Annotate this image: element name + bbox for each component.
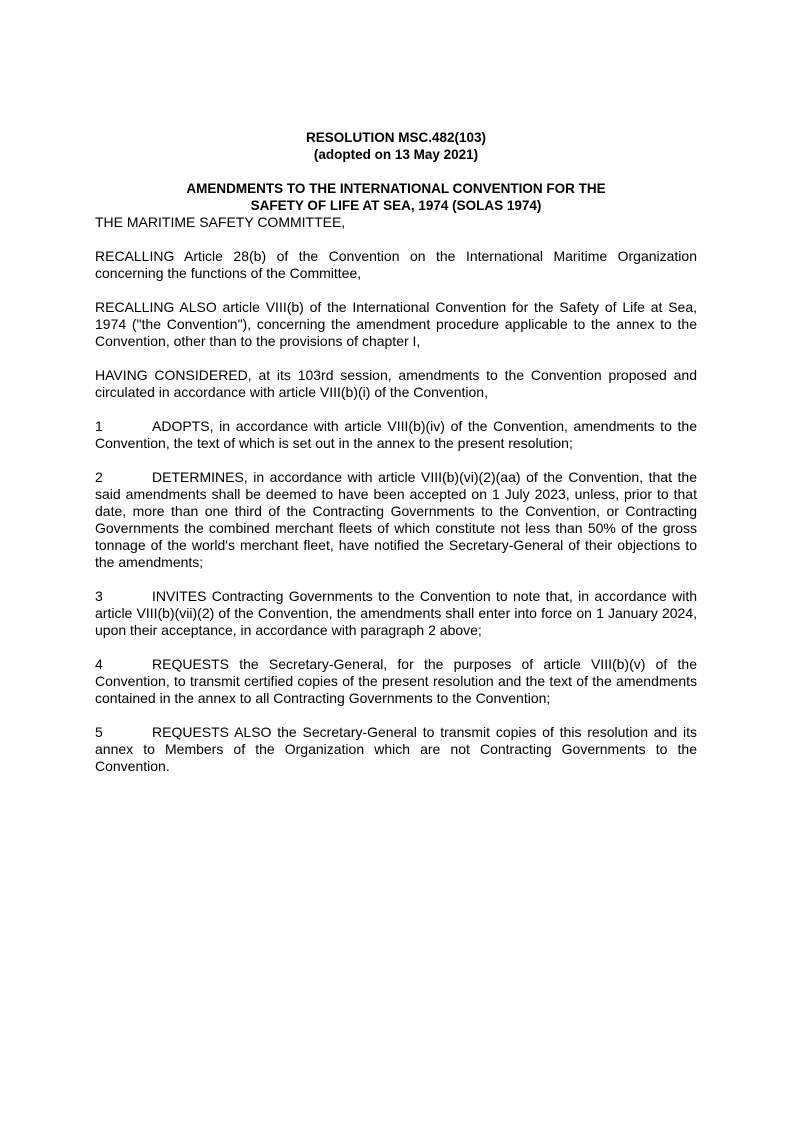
recalling-paragraph: RECALLING Article 28(b) of the Convention on the International Maritime Organization concerning the functions of the Committee, — [95, 248, 697, 281]
document-page — [95, 129, 697, 775]
operative-paragraph-4 — [95, 656, 697, 707]
paragraph-text: ADOPTS, in accordance with article VIII(b)(iv) of the Convention, amendments to the Convention, the text of which is set out in the annex to the present resolution; — [95, 418, 697, 451]
resolution-header — [95, 129, 697, 163]
resolution-number: RESOLUTION MSC.482(103) — [305, 130, 487, 145]
paragraph-text: DETERMINES, in accordance with article VIII(b)(vi)(2)(aa) of the Convention, that the said amendments shall be deemed to have been accepted on 1 July 2023, unless, prior to that date, more than one third of the Contracting Governments to the Convention, or Contracting Governments the combined merchant fleets of which constitute not less than 50% of the gross tonnage of the world's merchant fleet, have notified the Secretary-General of their objections to the amendments; — [95, 469, 697, 570]
document-title — [95, 180, 697, 214]
paragraph-number: 1 — [95, 418, 103, 434]
paragraph-text: INVITES Contracting Governments to the Convention to note that, in accordance with article VIII(b)(vii)(2) of the Convention, the amendments shall enter into force on 1 January 2024, upon their acceptance, in accordance with paragraph 2 above; — [95, 588, 697, 638]
recalling-also-paragraph: RECALLING ALSO article VIII(b) of the International Convention for the Safety of Life at Sea, 1974 ("the Convention"), concerning the amendment procedure applicable to the annex to the Convention, other than to the provisions of chapter I, — [95, 299, 697, 349]
adoption-date: (adopted on 13 May 2021) — [313, 147, 479, 162]
paragraph-number: 3 — [95, 588, 103, 604]
committee-line: THE MARITIME SAFETY COMMITTEE, — [95, 214, 346, 230]
title-line-1: AMENDMENTS TO THE INTERNATIONAL CONVENTION FOR THE — [186, 181, 606, 196]
paragraph-number: 5 — [95, 724, 103, 740]
operative-paragraph-1 — [95, 418, 697, 452]
paragraph-text: REQUESTS ALSO the Secretary-General to transmit copies of this resolution and its annex to Members of the Organization which are not Contracting Governments to the Convention. — [95, 724, 697, 774]
having-considered-paragraph: HAVING CONSIDERED, at its 103rd session, amendments to the Convention proposed and circulated in accordance with article VIII(b)(i) of the Convention, — [95, 367, 697, 400]
paragraph-number: 2 — [95, 469, 103, 485]
operative-paragraph-2 — [95, 469, 697, 571]
operative-paragraph-5 — [95, 724, 697, 775]
title-line-2: SAFETY OF LIFE AT SEA, 1974 (SOLAS 1974) — [250, 198, 542, 213]
operative-paragraph-3 — [95, 588, 697, 639]
paragraph-number: 4 — [95, 656, 103, 672]
paragraph-text: REQUESTS the Secretary-General, for the purposes of article VIII(b)(v) of the Convention, to transmit certified copies of the present resolution and the text of the amendments contained in the annex to all Contracting Governments to the Convention; — [95, 656, 697, 706]
